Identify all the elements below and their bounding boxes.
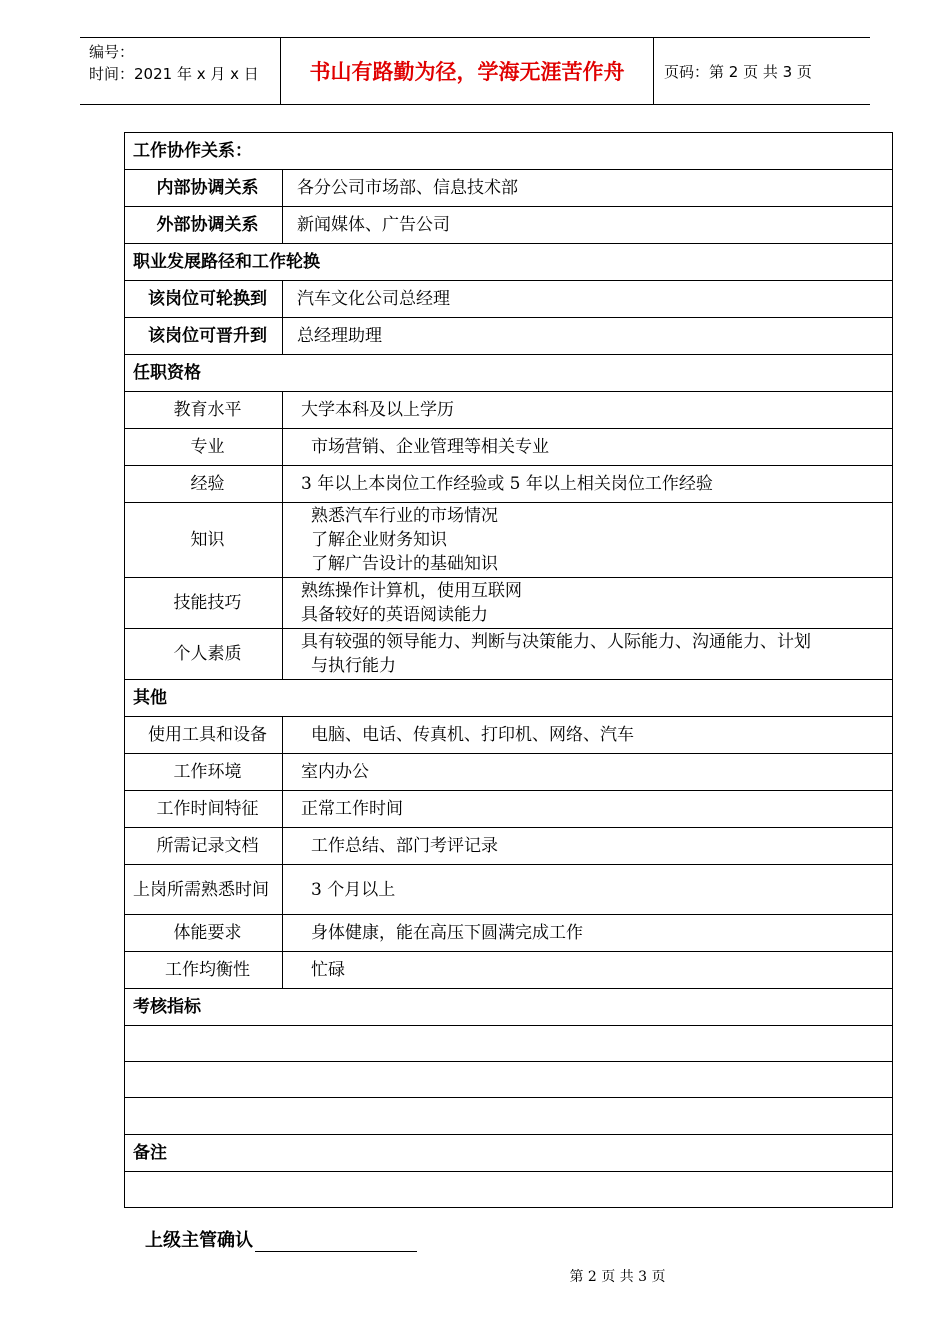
internal-value: 各分公司市场部、信息技术部 — [283, 170, 893, 207]
section-qualification: 任职资格 — [125, 355, 893, 392]
work-time-value: 正常工作时间 — [283, 791, 893, 828]
table-row — [125, 503, 893, 578]
table-row — [125, 170, 893, 207]
quality-line: 具有较强的领导能力、判断与决策能力、人际能力、沟通能力、计划 — [301, 632, 811, 652]
table-row — [125, 207, 893, 244]
section-cooperation: 工作协作关系： — [125, 133, 893, 170]
table-row — [125, 244, 893, 281]
skills-values — [283, 578, 893, 629]
table-row — [125, 1135, 893, 1172]
external-value: 新闻媒体、广告公司 — [283, 207, 893, 244]
section-assessment: 考核指标 — [125, 989, 893, 1026]
table-row — [125, 915, 893, 952]
promote-value: 总经理助理 — [283, 318, 893, 355]
internal-label: 内部协调关系 — [125, 170, 283, 207]
header-code: 编号： — [89, 43, 135, 61]
blank-cell — [125, 1026, 893, 1062]
section-remarks: 备注 — [125, 1135, 893, 1172]
major-value: 市场营销、企业管理等相关专业 — [283, 429, 893, 466]
knowledge-label: 知识 — [125, 503, 283, 578]
table-row — [125, 466, 893, 503]
experience-label: 经验 — [125, 466, 283, 503]
table-row — [125, 791, 893, 828]
page-footer: 第 2 页 共 3 页 — [569, 1269, 666, 1285]
table-row — [125, 1062, 893, 1098]
blank-cell — [125, 1172, 893, 1208]
environment-label: 工作环境 — [125, 754, 283, 791]
table-row — [125, 281, 893, 318]
job-description-table — [124, 132, 893, 1208]
knowledge-values — [283, 503, 893, 578]
header-meta — [80, 38, 281, 104]
table-row — [125, 355, 893, 392]
signature-line[interactable] — [255, 1231, 417, 1252]
table-row — [125, 629, 893, 680]
skills-label: 技能技巧 — [125, 578, 283, 629]
blank-cell — [125, 1098, 893, 1135]
table-row — [125, 828, 893, 865]
documents-label: 所需记录文档 — [125, 828, 283, 865]
balance-label: 工作均衡性 — [125, 952, 283, 989]
skill-item: 熟练操作计算机，使用互联网 — [301, 581, 522, 601]
knowledge-item: 了解企业财务知识 — [311, 530, 447, 550]
table-row — [125, 754, 893, 791]
section-other: 其他 — [125, 680, 893, 717]
table-row — [125, 392, 893, 429]
header-time: 时间：2021 年 x 月 x 日 — [89, 65, 259, 83]
quality-line: 与执行能力 — [311, 656, 396, 676]
table-row — [125, 1172, 893, 1208]
environment-value: 室内办公 — [283, 754, 893, 791]
tools-label: 使用工具和设备 — [125, 717, 283, 754]
skill-item: 具备较好的英语阅读能力 — [301, 605, 488, 625]
knowledge-item: 熟悉汽车行业的市场情况 — [311, 506, 498, 526]
rotate-value: 汽车文化公司总经理 — [283, 281, 893, 318]
experience-value: 3 年以上本岗位工作经验或 5 年以上相关岗位工作经验 — [283, 466, 893, 503]
education-label: 教育水平 — [125, 392, 283, 429]
header-motto: 书山有路勤为径，学海无涯苦作舟 — [281, 38, 654, 104]
tools-value: 电脑、电话、传真机、打印机、网络、汽车 — [283, 717, 893, 754]
page-header — [80, 37, 870, 105]
header-page-info: 页码：第 2 页 共 3 页 — [664, 62, 812, 81]
table-row — [125, 989, 893, 1026]
balance-value: 忙碌 — [283, 952, 893, 989]
physical-value: 身体健康，能在高压下圆满完成工作 — [283, 915, 893, 952]
supervisor-confirm — [145, 1226, 417, 1252]
familiar-time-label: 上岗所需熟悉时间 — [125, 865, 283, 915]
table-row — [125, 429, 893, 466]
table-row — [125, 717, 893, 754]
external-label: 外部协调关系 — [125, 207, 283, 244]
quality-values — [283, 629, 893, 680]
blank-cell — [125, 1062, 893, 1098]
table-row — [125, 865, 893, 915]
education-value: 大学本科及以上学历 — [283, 392, 893, 429]
table-row — [125, 1026, 893, 1062]
documents-value: 工作总结、部门考评记录 — [283, 828, 893, 865]
work-time-label: 工作时间特征 — [125, 791, 283, 828]
table-row — [125, 680, 893, 717]
physical-label: 体能要求 — [125, 915, 283, 952]
table-row — [125, 318, 893, 355]
familiar-time-value: 3 个月以上 — [283, 865, 893, 915]
major-label: 专业 — [125, 429, 283, 466]
knowledge-item: 了解广告设计的基础知识 — [311, 554, 498, 574]
table-row — [125, 1098, 893, 1135]
table-row — [125, 133, 893, 170]
supervisor-confirm-label: 上级主管确认 — [145, 1230, 253, 1251]
quality-label: 个人素质 — [125, 629, 283, 680]
table-row — [125, 952, 893, 989]
table-row — [125, 578, 893, 629]
section-career: 职业发展路径和工作轮换 — [125, 244, 893, 281]
rotate-label: 该岗位可轮换到 — [125, 281, 283, 318]
promote-label: 该岗位可晋升到 — [125, 318, 283, 355]
